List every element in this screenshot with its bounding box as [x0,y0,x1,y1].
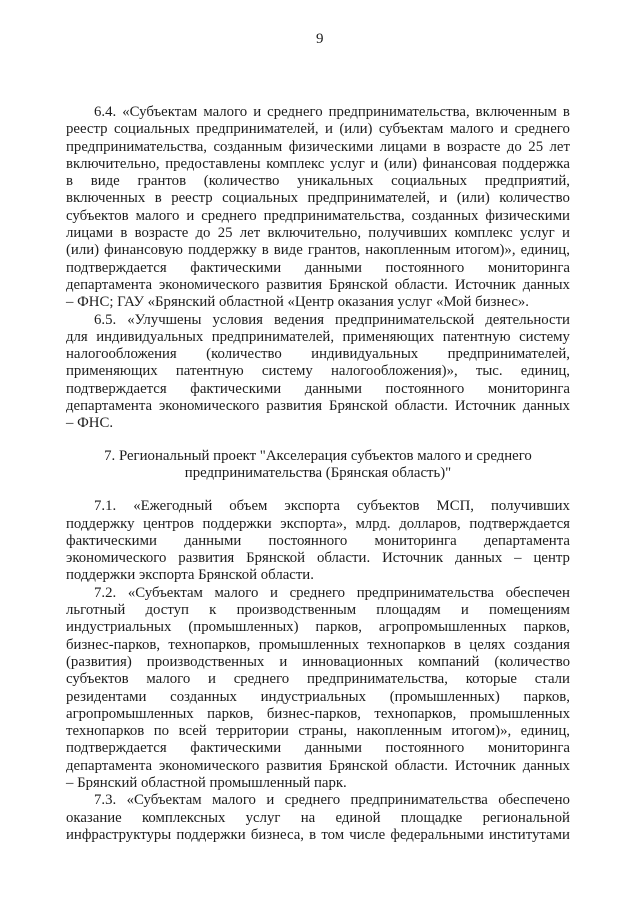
word: парков, [523,688,570,705]
word: комплекс [454,225,513,242]
text-line [66,654,570,671]
word: промышленных [469,705,570,722]
word: количество [499,190,570,207]
word: и [325,121,333,138]
word: комплексных [141,809,226,826]
word: экономического [66,550,167,567]
text-line: поддержки экспорта Брянской области. [66,567,314,584]
word: инфраструктуры [66,826,172,843]
document-body [66,104,570,844]
word: «Ежегодный [133,498,213,515]
word: Брянской [328,276,388,293]
word: (количество [494,653,570,670]
text-line [66,208,570,225]
word: развития [178,550,235,567]
word: в [453,636,461,653]
word: развития [266,398,323,415]
word: (количество [206,346,282,363]
word: помещениям [488,602,570,619]
word: итогом)», [455,242,516,259]
word: Источник [454,276,516,293]
word: в [154,190,162,207]
text-line [66,277,570,294]
word: среднего [514,121,570,138]
word: малого [449,121,494,138]
text-line: 7. Региональный проект "Акселерация субъектов малого и среднего [104,447,532,464]
word: патентную [442,328,511,345]
word: предпринимательства [356,584,494,601]
word: и [500,121,509,138]
text-line [66,225,570,242]
clause-6-4 [66,104,570,312]
word: применяющих [342,328,435,345]
word: созданных [170,688,237,705]
word: технопарков, [168,636,251,653]
word: агропромышленных [378,619,507,636]
page-number: 9 [316,31,324,47]
word: и [208,671,216,688]
word: налогообложения [66,346,177,363]
word: мониторинга [374,532,457,549]
word: бизнес-парков, [266,705,361,722]
text-line [66,706,570,723]
word: 7.3. [94,792,117,809]
word: области. [394,757,448,774]
word: департамента [66,276,153,293]
word: услуг [245,809,281,826]
word: предпринимательства, [66,138,207,155]
word: и [279,653,288,670]
word: подтверждается [66,259,167,276]
word: департамента [66,398,153,415]
word: 6.5. [94,311,117,328]
word: институтами [488,826,570,843]
text-line [66,637,570,654]
word: парков, [523,619,570,636]
word: к [209,602,217,619]
word: среднего [289,584,346,601]
word: фактическими [66,532,157,549]
word: обеспечен [505,584,570,601]
word: среднего [267,104,323,120]
word: мониторинга [487,740,570,757]
word: малого [135,207,180,224]
word: территории [216,723,289,740]
word: резидентами [66,688,147,705]
word: агропромышленных [66,705,194,722]
word: данных [522,276,570,293]
word: физическими [485,207,570,224]
word: систему [519,328,570,345]
word: по [153,723,170,740]
word: грантов [137,173,187,190]
word: постоянного [268,532,348,549]
word: возрасте [446,138,501,155]
word: предоставлены [165,155,261,172]
word: региональной [482,809,570,826]
text-line [66,810,570,827]
word: ведения [273,311,324,328]
word: экспорта», [280,515,347,532]
word: данными [304,259,362,276]
word: предпринимателей, [211,328,335,345]
word: развития [266,276,323,293]
word: субъектам [378,121,444,138]
clause-7-3 [66,792,570,844]
word: страны, [298,723,348,740]
word: единиц, [520,723,570,740]
word: в [66,173,73,190]
word: и [562,225,570,242]
word: социальных [222,190,299,207]
word: лет [549,138,570,155]
word: патентную [175,363,244,380]
word: виде [90,173,120,190]
word: льготный [66,602,126,619]
word: и [460,602,469,619]
word: включительно, [267,225,362,242]
word: предпринимательской [335,311,475,328]
word: получивших [490,498,570,515]
word: в [120,225,128,242]
word: федеральными [390,826,484,843]
word: Источник [454,757,516,774]
word: включенных [66,190,146,207]
word: созданных [411,207,479,224]
clause-7-1 [66,498,570,584]
word: физическими [288,138,374,155]
word: технопарков [367,636,446,653]
word: до [195,225,211,242]
word: реестр [66,121,108,138]
word: и [186,207,195,224]
text-line [66,689,570,706]
word: экономического [158,276,260,293]
word: поддержки [176,826,246,843]
word: поддержка [502,155,570,172]
word: и [439,190,448,207]
word: тыс. [475,363,503,380]
word: бизнеса, [250,826,304,843]
text-line: – ФНС; ГАУ «Брянский областной «Центр оказания услуг «Мой бизнес». [66,294,529,311]
word: финансовая [422,155,497,172]
word: и [270,584,278,601]
word: накопленным [365,242,451,259]
word: социальных [113,121,190,138]
section-7-heading [66,448,570,483]
word: фактическими [190,740,282,757]
word: парков, [315,619,362,636]
word: подтверждается [469,515,570,532]
text-line [66,619,570,636]
text-line [66,173,570,190]
text-line [66,139,570,156]
word: департамента [483,532,570,549]
word: 25 [217,225,233,242]
word: данных [522,757,570,774]
word: мониторинга [487,259,570,276]
word: подтверждается [66,740,167,757]
word: (количество [203,173,280,190]
word: комплекс [266,155,325,172]
text-line [66,346,570,363]
word: доступ [145,602,189,619]
word: развития [266,757,323,774]
word: 6.4. [94,104,117,120]
word: бизнес-парков, [66,636,161,653]
text-line [66,792,570,809]
word: лет [239,225,261,242]
text-line [66,104,570,121]
word: «Субъектам [127,584,203,601]
text-line [66,381,570,398]
word: всей [178,723,207,740]
word: на [300,809,316,826]
word: департамента [66,757,153,774]
word: единой [335,809,381,826]
word: области. [316,550,371,567]
word: в [433,138,441,155]
word: экономического [158,398,260,415]
word: налогообложения)», [330,363,458,380]
text-line [66,516,570,533]
word: поддержку [188,242,257,259]
text-line [66,156,570,173]
text-line [66,602,570,619]
text-line [66,312,570,329]
word: площадям [376,602,441,619]
word: среднего [284,792,341,809]
word: технопарков, [374,705,457,722]
word: Брянской [246,550,306,567]
text-line [66,827,570,844]
word: Источник [454,398,516,415]
word: условия [212,311,263,328]
word: «Субъектам [126,792,202,809]
word: Брянской [328,398,388,415]
word: 7.1. [94,498,117,515]
word: предпринимательства, [328,104,470,120]
word: услуг [329,155,365,172]
word: субъектов [66,671,129,688]
word: создания [513,636,570,653]
word: постоянного [385,259,465,276]
word: области. [394,398,448,415]
word: данными [184,532,242,549]
word: единиц, [520,363,570,380]
word: малого [203,104,248,120]
text-line [66,121,570,138]
word: единиц, [520,242,570,259]
word: – [514,550,522,567]
word: индивидуальных [311,346,419,363]
word: обеспечено [498,792,570,809]
text-line [66,671,570,688]
text-line [66,550,570,567]
word: «Субъектам [122,104,198,120]
word: субъектов [356,498,420,515]
clause-6-5 [66,312,570,433]
text-line [66,723,570,740]
word: предпринимателей, [196,121,319,138]
word: субъектов [66,207,129,224]
text-line: – ФНС. [66,415,114,432]
word: среднего [201,207,257,224]
word: целях [469,636,506,653]
word: производственных [146,653,265,670]
word: данными [304,740,362,757]
word: лицами [66,225,114,242]
word: реестр [171,190,213,207]
word: для [66,328,88,345]
text-line [66,398,570,415]
word: данных [522,398,570,415]
word: и [370,155,379,172]
word: подтверждается [66,380,167,397]
text-line [66,190,570,207]
word: мониторинга [487,380,570,397]
text-line [66,363,570,380]
text-line: – Брянский областной промышленный парк. [66,774,347,791]
word: индивидуальных [96,328,204,345]
word: данных [454,550,503,567]
word: постоянного [385,740,465,757]
word: виде [273,242,303,259]
word: (промышленных) [188,619,299,636]
word: предпринимателей, [447,346,570,363]
word: малого [214,584,259,601]
word: поддержку [66,515,135,532]
word: в [309,826,317,843]
word: Источник [382,550,444,567]
text-line: предпринимательства (Брянская область)" [184,464,452,481]
word: 7.2. [94,584,117,601]
word: малого [212,792,256,809]
word: области. [394,276,448,293]
word: (или) [383,155,418,172]
word: предприятий, [484,173,570,190]
word: инновационных [302,653,404,670]
word: экономического [158,757,260,774]
word: услуг [519,225,555,242]
word: индустриальных [66,619,172,636]
word: итогом)», [451,723,512,740]
text-line [66,329,570,346]
word: деятельности [485,311,570,328]
word: финансовую [104,242,183,259]
word: (развития) [66,653,132,670]
word: долларов, [399,515,461,532]
word: оказание [66,809,122,826]
word: созданным [213,138,283,155]
word: уникальных [297,173,374,190]
word: «Улучшены [127,311,202,328]
text-line [66,242,570,259]
word: фактическими [190,259,282,276]
word: промышленных [258,636,359,653]
word: грантов, [307,242,361,259]
word: постоянного [385,380,465,397]
word: площадке [400,809,463,826]
text-line [66,260,570,277]
word: (или) [339,121,373,138]
word: технопарков [66,723,145,740]
word: (промышленных) [389,688,500,705]
word: центров [143,515,194,532]
word: том [321,826,345,843]
word: накопленным [356,723,442,740]
word: включительно, [66,155,160,172]
word: предпринимательства, [306,671,448,688]
word: (или) [456,190,490,207]
word: предпринимательства, [263,207,405,224]
text-line [66,758,570,775]
word: до [506,138,522,155]
word: данными [304,380,362,397]
text-line [66,740,570,757]
word: МСП, [436,498,474,515]
word: в [261,242,269,259]
word: Брянской [328,757,388,774]
word: получивших [368,225,448,242]
word: возрасте [134,225,189,242]
text-line [66,498,570,515]
word: применяющих [66,363,158,380]
word: систему [261,363,313,380]
word: лицами [379,138,427,155]
word: производственным [236,602,357,619]
word: стали [534,671,570,688]
word: парков, [207,705,254,722]
word: предпринимателей, [307,190,430,207]
word: числе [349,826,386,843]
word: экспорта [284,498,340,515]
word: млрд. [355,515,391,532]
word: и [266,792,275,809]
word: центр [533,550,570,567]
word: 25 [528,138,544,155]
word: в [562,104,570,120]
word: поддержки [202,515,272,532]
clause-7-2 [66,585,570,793]
word: малого [146,671,191,688]
word: среднего [233,671,290,688]
word: предпринимательства [350,792,488,809]
word: включенным [475,104,557,120]
word: индустриальных [260,688,367,705]
text-line [66,585,570,602]
word: которые [465,671,517,688]
text-line [66,533,570,550]
word: объем [229,498,268,515]
word: компаний [418,653,480,670]
word: фактическими [190,380,282,397]
word: социальных [391,173,468,190]
word: и [253,104,262,120]
word: (или) [66,242,100,259]
